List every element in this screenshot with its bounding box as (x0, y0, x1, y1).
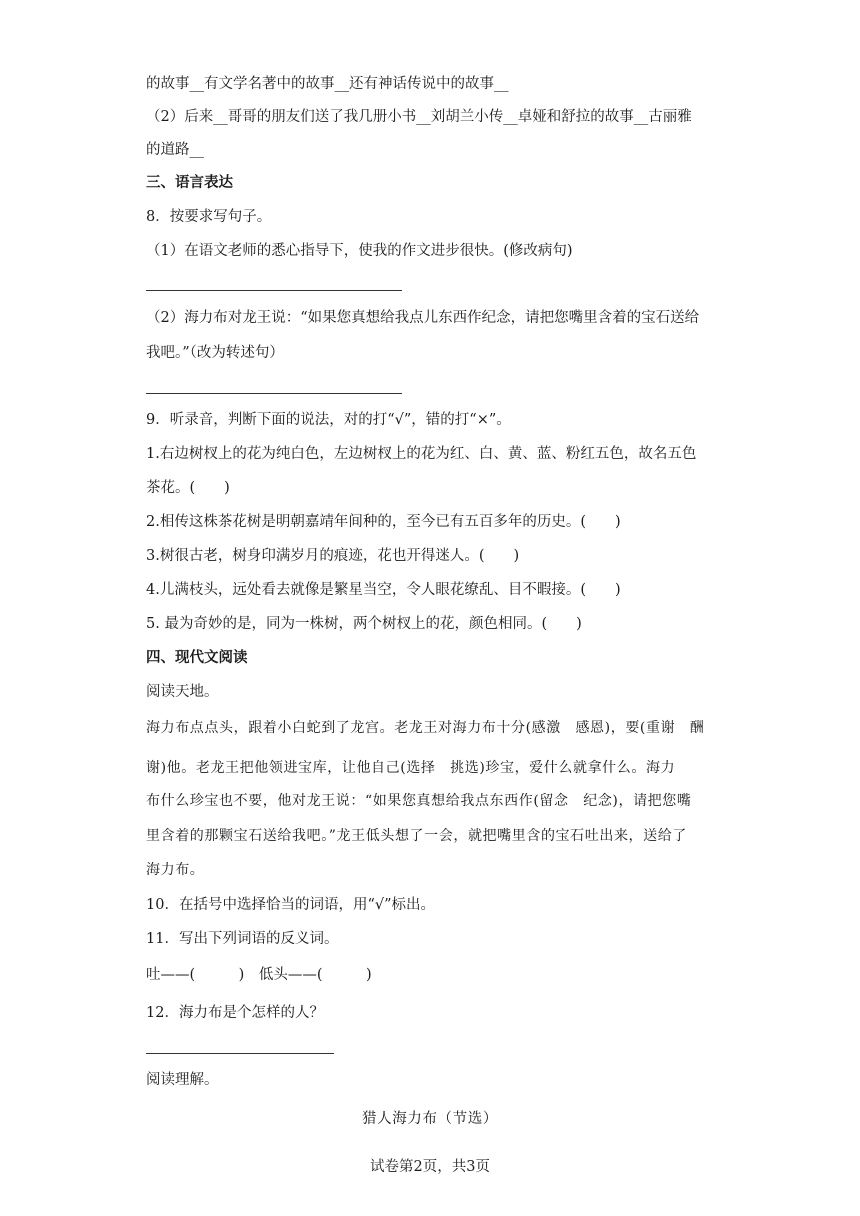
question-10: 10．在括号中选择恰当的词语，用“√”标出。 (146, 897, 436, 913)
statement-4: 4.儿满枝头，远处看去就像是繁星当空，令人眼花缭乱、目不暇接。( ) (146, 582, 621, 598)
question-8: 8．按要求写句子。 (146, 209, 272, 225)
passage-line: 谢)他。老龙王把他领进宝库，让他自己(选择 挑选)珍宝，爱什么就拿什么。海力 (146, 760, 676, 776)
question-9: 9．听录音，判断下面的说法，对的打“√”，错的打“×”。 (146, 412, 511, 428)
passage-title: 猎人海力布（节选） (362, 1111, 498, 1127)
passage-line: 里含着的那颗宝石送给我吧。”龙王低头想了一会，就把嘴里含的宝石吐出来，送给了 (146, 828, 687, 844)
statement-1-cont: 茶花。( ) (146, 480, 230, 496)
statement-5: 5. 最为奇妙的是，同为一株树，两个树杈上的花，颜色相同。( ) (146, 616, 582, 632)
reading-label: 阅读天地。 (146, 684, 219, 700)
text-line: 的道路__ (146, 142, 204, 158)
question-8-2-cont: 我吧。”（改为转述句） (146, 345, 284, 361)
antonym-answers[interactable]: 吐——( ) 低头——( ) (146, 967, 372, 983)
answer-line[interactable] (146, 393, 402, 394)
page-footer: 试卷第2页，共3页 (370, 1159, 490, 1175)
answer-line[interactable] (146, 290, 402, 291)
reading-label: 阅读理解。 (146, 1072, 219, 1088)
question-8-2: （2）海力布对龙王说：“如果您真想给我点儿东西作纪念，请把您嘴里含着的宝石送给 (146, 310, 700, 326)
text-line: 的故事__有文学名著中的故事__还有神话传说中的故事__ (146, 76, 509, 92)
section-heading: 四、现代文阅读 (146, 649, 248, 666)
passage-line: 布什么珍宝也不要，他对龙王说：“如果您真想给我点东西作(留念 纪念)，请把您嘴 (146, 793, 692, 809)
text-line: （2）后来__哥哥的朋友们送了我几册小书__刘胡兰小传__卓娅和舒拉的故事__古丽雅 (146, 109, 692, 125)
question-8-1: （1）在语文老师的悉心指导下，使我的作文进步很快。(修改病句) (146, 243, 573, 259)
passage-line: 海力布。 (146, 862, 205, 878)
passage-line: 海力布点点头，跟着小白蛇到了龙宫。老龙王对海力布十分(感激 感恩)，要(重谢 酬 (146, 720, 705, 736)
answer-line[interactable] (146, 1053, 334, 1054)
statement-1: 1.右边树杈上的花为纯白色，左边树杈上的花为红、白、黄、蓝、粉红五色，故名五色 (146, 446, 697, 462)
statement-2: 2.相传这株茶花树是明朝嘉靖年间种的，至今已有五百多年的历史。( ) (146, 514, 621, 530)
statement-3: 3.树很古老，树身印满岁月的痕迹，花也开得迷人。( ) (146, 548, 520, 564)
section-heading: 三、语言表达 (146, 174, 233, 191)
question-11: 11．写出下列词语的反义词。 (146, 931, 339, 947)
question-12: 12．海力布是个怎样的人？ (146, 1005, 324, 1021)
